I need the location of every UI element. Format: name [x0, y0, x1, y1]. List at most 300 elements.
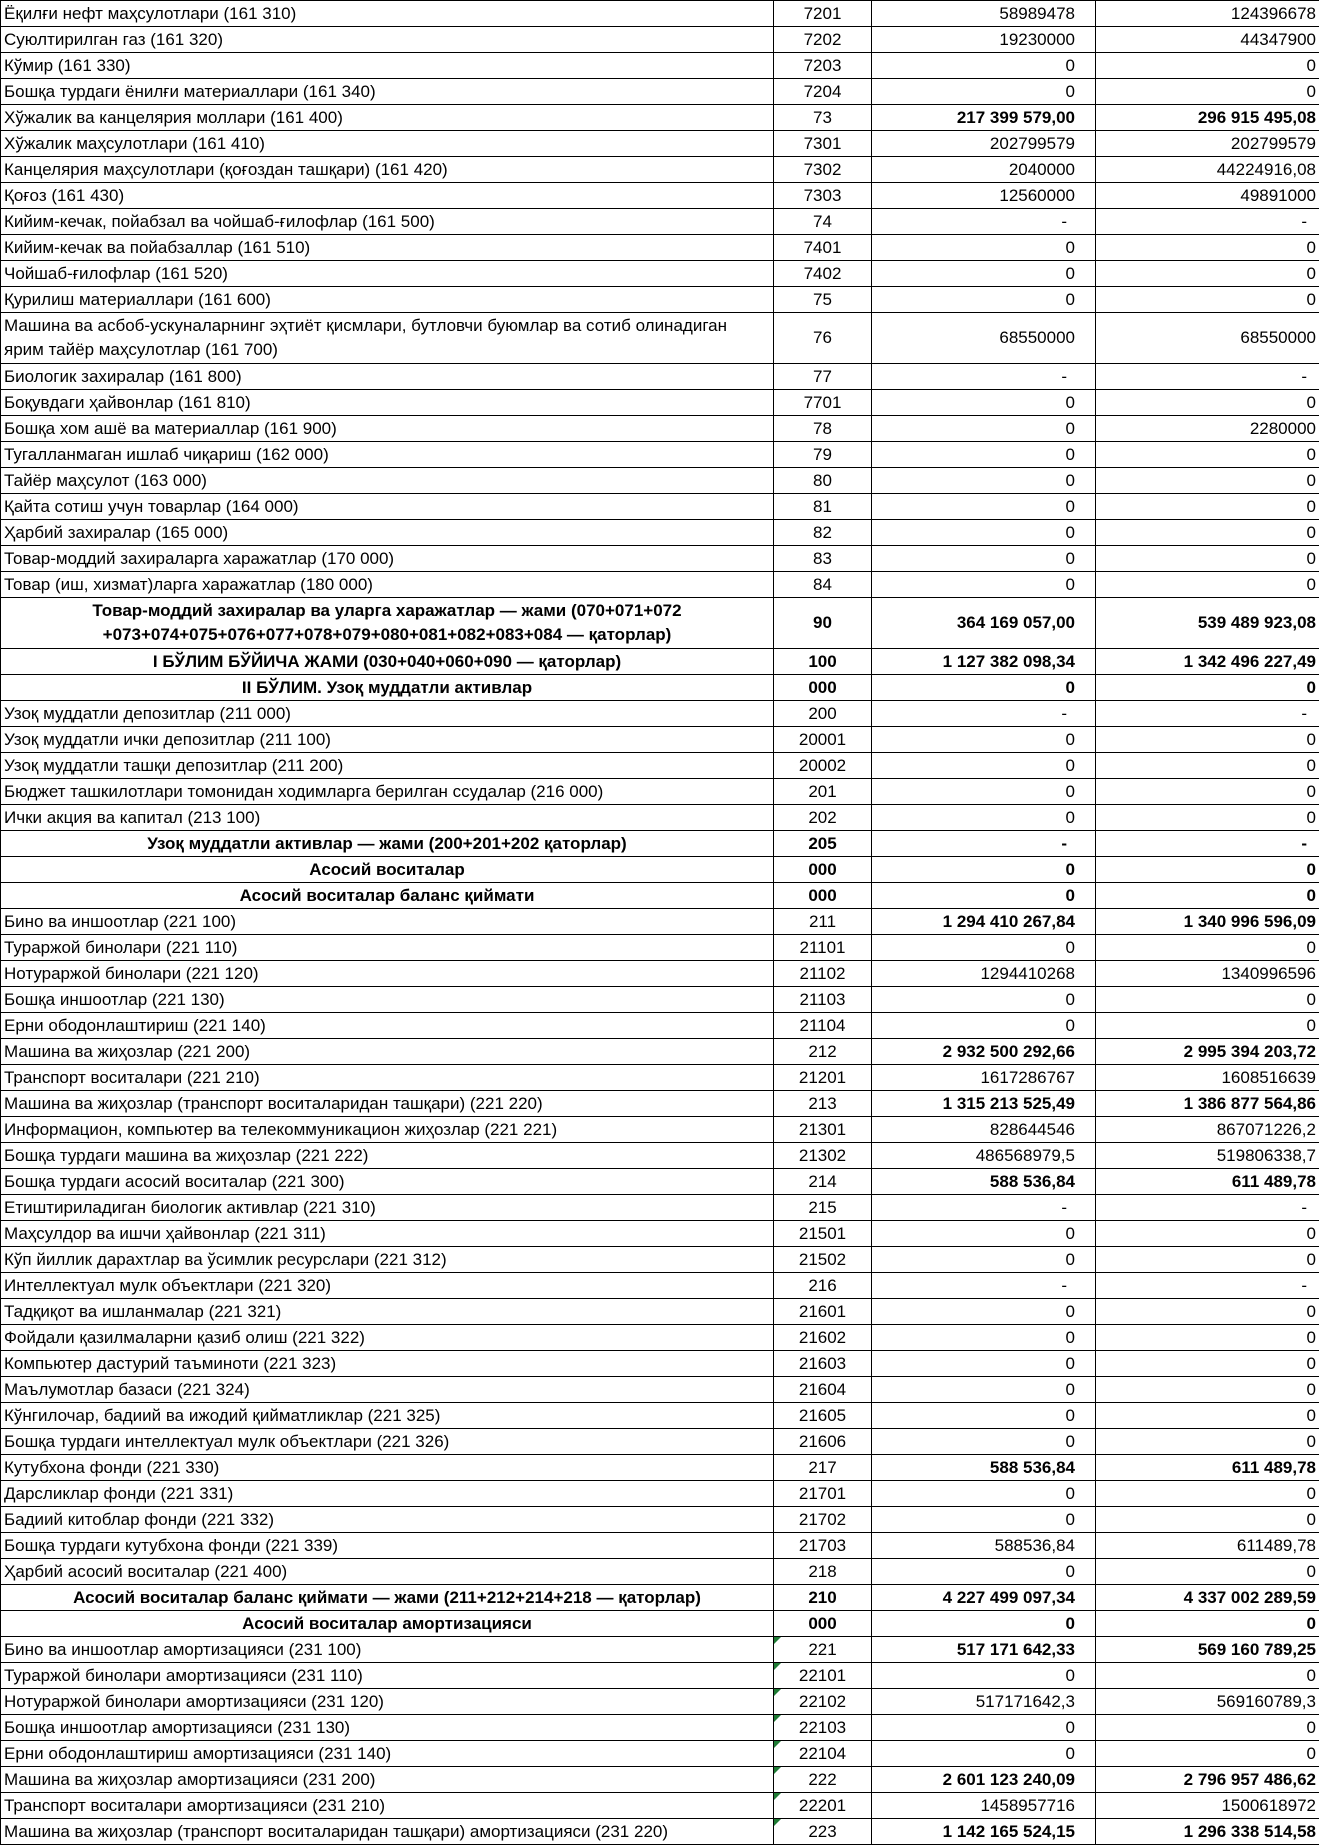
row-value-start-cell: 0	[872, 857, 1096, 883]
row-value-start-cell: 0	[872, 1429, 1096, 1455]
table-row	[1, 313, 1319, 364]
table-row	[1, 209, 1319, 235]
table-row	[1, 1429, 1319, 1455]
table-row	[1, 1273, 1319, 1299]
row-value-start-cell: 364 169 057,00	[872, 598, 1096, 649]
row-code-cell: 21501	[774, 1221, 872, 1247]
row-value-start-cell: -	[872, 831, 1096, 857]
row-value-start-cell: 2040000	[872, 157, 1096, 183]
table-row	[1, 1559, 1319, 1585]
table-row	[1, 1065, 1319, 1091]
row-name-cell: Маҳсулдор ва ишчи ҳайвонлар (221 311)	[1, 1221, 774, 1247]
row-name-cell: Кўмир (161 330)	[1, 53, 774, 79]
row-value-end-cell: 44347900	[1096, 27, 1319, 53]
row-name-cell: Узоқ муддатли депозитлар (211 000)	[1, 701, 774, 727]
row-code-cell: 21103	[774, 987, 872, 1013]
row-code-cell: 22104	[774, 1741, 872, 1767]
table-row	[1, 857, 1319, 883]
table-row	[1, 27, 1319, 53]
row-value-start-cell: 0	[872, 987, 1096, 1013]
table-row	[1, 494, 1319, 520]
table-row	[1, 572, 1319, 598]
table-row	[1, 1, 1319, 27]
row-code-cell: 213	[774, 1091, 872, 1117]
table-row	[1, 105, 1319, 131]
row-value-start-cell: -	[872, 209, 1096, 235]
row-name-cell: Маълумотлар базаси (221 324)	[1, 1377, 774, 1403]
row-name-cell: Узоқ муддатли активлар — жами (200+201+202 қаторлар)	[1, 831, 774, 857]
row-value-start-cell: 0	[872, 1663, 1096, 1689]
row-name-cell: Тугалланмаган ишлаб чиқариш (162 000)	[1, 442, 774, 468]
row-value-start-cell: 0	[872, 1377, 1096, 1403]
row-value-start-cell: 0	[872, 1403, 1096, 1429]
row-value-end-cell: 0	[1096, 287, 1319, 313]
row-name-cell: Канцелярия маҳсулотлари (қоғоздан ташқари) (161 420)	[1, 157, 774, 183]
row-value-start-cell: 1 294 410 267,84	[872, 909, 1096, 935]
row-code-cell: 000	[774, 883, 872, 909]
row-value-start-cell: 0	[872, 468, 1096, 494]
row-code-cell: 79	[774, 442, 872, 468]
row-code-cell: 80	[774, 468, 872, 494]
table-row	[1, 935, 1319, 961]
row-value-end-cell: 1 296 338 514,58	[1096, 1819, 1319, 1845]
row-name-cell: Биологик захиралар (161 800)	[1, 364, 774, 390]
row-value-start-cell: 0	[872, 1221, 1096, 1247]
row-name-cell: Кийим-кечак, пойабзал ва чойшаб-ғилофлар (161 500)	[1, 209, 774, 235]
row-code-cell: 000	[774, 857, 872, 883]
row-code-cell: 21104	[774, 1013, 872, 1039]
row-value-end-cell: 0	[1096, 79, 1319, 105]
row-value-start-cell: 0	[872, 416, 1096, 442]
row-name-cell: Информацион, компьютер ва телекоммуникацион жиҳозлар (221 221)	[1, 1117, 774, 1143]
row-value-end-cell: 0	[1096, 1013, 1319, 1039]
row-code-cell: 21606	[774, 1429, 872, 1455]
table-row	[1, 1741, 1319, 1767]
row-name-cell: Нотураржой бинолари амортизацияси (231 120)	[1, 1689, 774, 1715]
row-value-end-cell: 0	[1096, 1559, 1319, 1585]
row-value-start-cell: 0	[872, 675, 1096, 701]
table-row	[1, 1195, 1319, 1221]
row-value-start-cell: 0	[872, 572, 1096, 598]
row-code-cell: 82	[774, 520, 872, 546]
row-code-cell: 212	[774, 1039, 872, 1065]
row-name-cell: Асосий воситалар баланс қиймати	[1, 883, 774, 909]
row-value-end-cell: 1340996596	[1096, 961, 1319, 987]
row-code-cell: 20002	[774, 753, 872, 779]
row-value-end-cell: 0	[1096, 1351, 1319, 1377]
row-code-cell: 20001	[774, 727, 872, 753]
row-code-cell: 211	[774, 909, 872, 935]
row-value-start-cell: 0	[872, 883, 1096, 909]
table-row	[1, 79, 1319, 105]
row-code-cell: 21201	[774, 1065, 872, 1091]
row-code-cell: 73	[774, 105, 872, 131]
row-value-start-cell: 0	[872, 1351, 1096, 1377]
row-code-cell: 81	[774, 494, 872, 520]
row-name-cell: Товар (иш, хизмат)ларга харажатлар (180 000)	[1, 572, 774, 598]
row-code-cell: 7701	[774, 390, 872, 416]
table-row	[1, 183, 1319, 209]
row-name-cell: Суюлтирилган газ (161 320)	[1, 27, 774, 53]
row-name-cell: Асосий воситалар баланс қиймати — жами (211+212+214+218 — қаторлар)	[1, 1585, 774, 1611]
row-value-start-cell: 0	[872, 287, 1096, 313]
row-value-end-cell: 0	[1096, 546, 1319, 572]
table-row	[1, 1455, 1319, 1481]
table-row	[1, 261, 1319, 287]
table-row	[1, 1689, 1319, 1715]
row-value-end-cell: 0	[1096, 1221, 1319, 1247]
row-code-cell: 7402	[774, 261, 872, 287]
row-name-cell: Боқувдаги ҳайвонлар (161 810)	[1, 390, 774, 416]
row-value-end-cell: 124396678	[1096, 1, 1319, 27]
row-code-cell: 215	[774, 1195, 872, 1221]
table-row	[1, 1767, 1319, 1793]
row-code-cell: 21703	[774, 1533, 872, 1559]
table-row	[1, 1377, 1319, 1403]
row-name-cell: Чойшаб-ғилофлар (161 520)	[1, 261, 774, 287]
row-name-cell: Товар-моддий захираларга харажатлар (170 000)	[1, 546, 774, 572]
row-value-end-cell: 0	[1096, 805, 1319, 831]
row-code-cell: 7401	[774, 235, 872, 261]
row-value-start-cell: 0	[872, 546, 1096, 572]
row-name-cell: Ерни ободонлаштириш амортизацияси (231 140)	[1, 1741, 774, 1767]
table-row	[1, 1637, 1319, 1663]
row-value-end-cell: 0	[1096, 1507, 1319, 1533]
table-row	[1, 909, 1319, 935]
row-value-end-cell: 49891000	[1096, 183, 1319, 209]
row-code-cell: 84	[774, 572, 872, 598]
row-value-start-cell: -	[872, 701, 1096, 727]
row-value-start-cell: 1294410268	[872, 961, 1096, 987]
row-code-cell: 76	[774, 313, 872, 364]
row-code-cell: 7202	[774, 27, 872, 53]
row-value-start-cell: 0	[872, 520, 1096, 546]
row-code-cell: 75	[774, 287, 872, 313]
row-value-end-cell: -	[1096, 209, 1319, 235]
row-value-end-cell: 0	[1096, 1247, 1319, 1273]
table-row	[1, 701, 1319, 727]
row-name-cell: Асосий воситалар амортизацияси	[1, 1611, 774, 1637]
row-value-start-cell: -	[872, 1195, 1096, 1221]
row-value-start-cell: 0	[872, 727, 1096, 753]
row-code-cell: 21601	[774, 1299, 872, 1325]
row-name-cell: Узоқ муддатли ички депозитлар (211 100)	[1, 727, 774, 753]
table-row	[1, 1039, 1319, 1065]
table-row	[1, 987, 1319, 1013]
row-name-cell: Бошқа турдаги кутубхона фонди (221 339)	[1, 1533, 774, 1559]
table-row	[1, 1143, 1319, 1169]
row-name-cell: Кўп йиллик дарахтлар ва ўсимлик ресурслари (221 312)	[1, 1247, 774, 1273]
table-row	[1, 598, 1319, 649]
row-value-end-cell: -	[1096, 831, 1319, 857]
row-value-end-cell: 0	[1096, 1403, 1319, 1429]
row-value-end-cell: -	[1096, 364, 1319, 390]
table-row	[1, 1611, 1319, 1637]
table-row	[1, 546, 1319, 572]
row-name-cell: Кийим-кечак ва пойабзаллар (161 510)	[1, 235, 774, 261]
row-code-cell: 78	[774, 416, 872, 442]
row-value-start-cell: 588 536,84	[872, 1169, 1096, 1195]
row-code-cell: 21101	[774, 935, 872, 961]
row-code-cell: 21604	[774, 1377, 872, 1403]
table-row	[1, 779, 1319, 805]
row-value-start-cell: 1617286767	[872, 1065, 1096, 1091]
row-value-end-cell: -	[1096, 1273, 1319, 1299]
row-code-cell: 21301	[774, 1117, 872, 1143]
row-code-cell: 21702	[774, 1507, 872, 1533]
table-row	[1, 961, 1319, 987]
row-name-cell: Тураржой бинолари амортизацияси (231 110)	[1, 1663, 774, 1689]
table-row	[1, 1169, 1319, 1195]
table-row	[1, 1091, 1319, 1117]
row-code-cell: 221	[774, 1637, 872, 1663]
row-name-cell: I БЎЛИМ БЎЙИЧА ЖАМИ (030+040+060+090 — қаторлар)	[1, 649, 774, 675]
row-value-start-cell: 517171642,3	[872, 1689, 1096, 1715]
row-value-start-cell: 486568979,5	[872, 1143, 1096, 1169]
row-value-end-cell: 0	[1096, 1325, 1319, 1351]
row-value-start-cell: 1 315 213 525,49	[872, 1091, 1096, 1117]
row-value-start-cell: 0	[872, 1559, 1096, 1585]
row-value-start-cell: 0	[872, 1325, 1096, 1351]
row-name-cell: Хўжалик ва канцелярия моллари (161 400)	[1, 105, 774, 131]
row-value-end-cell: 0	[1096, 572, 1319, 598]
row-value-end-cell: 2 995 394 203,72	[1096, 1039, 1319, 1065]
row-code-cell: 223	[774, 1819, 872, 1845]
row-code-cell: 214	[774, 1169, 872, 1195]
row-value-start-cell: 0	[872, 1481, 1096, 1507]
row-name-cell: Қайта сотиш учун товарлар (164 000)	[1, 494, 774, 520]
row-value-start-cell: 0	[872, 805, 1096, 831]
row-value-start-cell: 0	[872, 1013, 1096, 1039]
row-value-end-cell: 0	[1096, 442, 1319, 468]
row-value-end-cell: 0	[1096, 468, 1319, 494]
row-code-cell: 22102	[774, 1689, 872, 1715]
row-value-start-cell: 58989478	[872, 1, 1096, 27]
row-value-end-cell: 569160789,3	[1096, 1689, 1319, 1715]
row-value-end-cell: 569 160 789,25	[1096, 1637, 1319, 1663]
row-value-end-cell: 0	[1096, 727, 1319, 753]
row-value-start-cell: 4 227 499 097,34	[872, 1585, 1096, 1611]
row-name-cell: Машина ва жиҳозлар (221 200)	[1, 1039, 774, 1065]
row-code-cell: 222	[774, 1767, 872, 1793]
row-value-end-cell: 0	[1096, 1715, 1319, 1741]
table-row	[1, 442, 1319, 468]
row-code-cell: 21302	[774, 1143, 872, 1169]
row-code-cell: 201	[774, 779, 872, 805]
table-row	[1, 1351, 1319, 1377]
row-value-start-cell: 0	[872, 53, 1096, 79]
table-row	[1, 53, 1319, 79]
row-value-end-cell: 0	[1096, 1663, 1319, 1689]
row-value-end-cell: 611489,78	[1096, 1533, 1319, 1559]
row-name-cell: Бошқа хом ашё ва материаллар (161 900)	[1, 416, 774, 442]
row-value-end-cell: 1 342 496 227,49	[1096, 649, 1319, 675]
row-value-start-cell: 0	[872, 442, 1096, 468]
row-value-end-cell: 0	[1096, 935, 1319, 961]
row-name-cell: Фойдали қазилмаларни қазиб олиш (221 322)	[1, 1325, 774, 1351]
row-name-cell: Бошқа турдаги машина ва жиҳозлар (221 222)	[1, 1143, 774, 1169]
row-name-cell: Нотураржой бинолари (221 120)	[1, 961, 774, 987]
row-value-start-cell: 19230000	[872, 27, 1096, 53]
row-value-end-cell: 2280000	[1096, 416, 1319, 442]
row-name-cell: Бошқа турдаги асосий воситалар (221 300)	[1, 1169, 774, 1195]
row-code-cell: 218	[774, 1559, 872, 1585]
row-name-cell: Машина ва асбоб-ускуналарнинг эҳтиёт қисмлари, бутловчи буюмлар ва сотиб олинадиган ярим тайёр маҳсулотлар (161 700)	[1, 313, 774, 364]
row-code-cell: 77	[774, 364, 872, 390]
row-code-cell: 21502	[774, 1247, 872, 1273]
row-value-start-cell: 1458957716	[872, 1793, 1096, 1819]
row-code-cell: 74	[774, 209, 872, 235]
row-code-cell: 210	[774, 1585, 872, 1611]
row-value-end-cell: 519806338,7	[1096, 1143, 1319, 1169]
row-name-cell: Бино ва иншоотлар амортизацияси (231 100)	[1, 1637, 774, 1663]
row-value-start-cell: 0	[872, 1741, 1096, 1767]
table-row	[1, 1247, 1319, 1273]
row-code-cell: 7204	[774, 79, 872, 105]
table-row	[1, 883, 1319, 909]
row-code-cell: 22101	[774, 1663, 872, 1689]
row-value-end-cell: 611 489,78	[1096, 1169, 1319, 1195]
row-value-end-cell: 0	[1096, 1611, 1319, 1637]
row-value-start-cell: 0	[872, 390, 1096, 416]
table-row	[1, 1793, 1319, 1819]
row-code-cell: 22103	[774, 1715, 872, 1741]
row-name-cell: Транспорт воситалари (221 210)	[1, 1065, 774, 1091]
row-value-end-cell: -	[1096, 701, 1319, 727]
table-row	[1, 1481, 1319, 1507]
row-value-start-cell: 202799579	[872, 131, 1096, 157]
row-value-start-cell: -	[872, 1273, 1096, 1299]
table-row	[1, 1013, 1319, 1039]
table-row	[1, 235, 1319, 261]
row-value-end-cell: 0	[1096, 1429, 1319, 1455]
row-name-cell: Хўжалик маҳсулотлари (161 410)	[1, 131, 774, 157]
table-row	[1, 416, 1319, 442]
table-row	[1, 520, 1319, 546]
row-name-cell: Тураржой бинолари (221 110)	[1, 935, 774, 961]
row-value-start-cell: 588 536,84	[872, 1455, 1096, 1481]
row-code-cell: 7203	[774, 53, 872, 79]
row-value-start-cell: 217 399 579,00	[872, 105, 1096, 131]
row-name-cell: Машина ва жиҳозлар (транспорт воситаларидан ташқари) амортизацияси (231 220)	[1, 1819, 774, 1845]
row-value-end-cell: 0	[1096, 261, 1319, 287]
row-code-cell: 100	[774, 649, 872, 675]
row-name-cell: Бино ва иншоотлар (221 100)	[1, 909, 774, 935]
row-code-cell: 7301	[774, 131, 872, 157]
row-name-cell: Компьютер дастурий таъминоти (221 323)	[1, 1351, 774, 1377]
row-value-start-cell: 828644546	[872, 1117, 1096, 1143]
table-row	[1, 727, 1319, 753]
table-row	[1, 364, 1319, 390]
table-row	[1, 1507, 1319, 1533]
row-name-cell: Бошқа турдаги ёнилғи материаллари (161 340)	[1, 79, 774, 105]
row-value-start-cell: 0	[872, 1715, 1096, 1741]
row-name-cell: Тадқиқот ва ишланмалар (221 321)	[1, 1299, 774, 1325]
row-value-end-cell: 0	[1096, 857, 1319, 883]
row-value-start-cell: 2 932 500 292,66	[872, 1039, 1096, 1065]
row-value-start-cell: 517 171 642,33	[872, 1637, 1096, 1663]
row-name-cell: Бошқа иншоотлар (221 130)	[1, 987, 774, 1013]
row-value-end-cell: 0	[1096, 1299, 1319, 1325]
row-code-cell: 21701	[774, 1481, 872, 1507]
table-row	[1, 1299, 1319, 1325]
row-name-cell: Товар-моддий захиралар ва уларга харажатлар — жами (070+071+072 +073+074+075+076+077+078+079+080+081+082+083+084 — қаторлар)	[1, 598, 774, 649]
row-code-cell: 000	[774, 675, 872, 701]
row-value-start-cell: -	[872, 364, 1096, 390]
row-value-end-cell: 202799579	[1096, 131, 1319, 157]
row-value-start-cell: 0	[872, 79, 1096, 105]
row-code-cell: 217	[774, 1455, 872, 1481]
row-name-cell: Бошқа иншоотлар амортизацияси (231 130)	[1, 1715, 774, 1741]
row-code-cell: 216	[774, 1273, 872, 1299]
row-code-cell: 7201	[774, 1, 872, 27]
row-name-cell: Тайёр маҳсулот (163 000)	[1, 468, 774, 494]
row-value-end-cell: 1 386 877 564,86	[1096, 1091, 1319, 1117]
row-value-start-cell: 0	[872, 935, 1096, 961]
row-value-start-cell: 0	[872, 1299, 1096, 1325]
table-row	[1, 287, 1319, 313]
row-code-cell: 22201	[774, 1793, 872, 1819]
table-row	[1, 1117, 1319, 1143]
row-value-end-cell: 0	[1096, 675, 1319, 701]
row-name-cell: Етиштириладиган биологик активлар (221 310)	[1, 1195, 774, 1221]
row-name-cell: Интеллектуал мулк объектлари (221 320)	[1, 1273, 774, 1299]
row-code-cell: 000	[774, 1611, 872, 1637]
row-name-cell: Қурилиш материаллари (161 600)	[1, 287, 774, 313]
row-value-end-cell: 44224916,08	[1096, 157, 1319, 183]
row-code-cell: 21603	[774, 1351, 872, 1377]
table-row	[1, 1533, 1319, 1559]
row-value-end-cell: 4 337 002 289,59	[1096, 1585, 1319, 1611]
row-value-start-cell: 2 601 123 240,09	[872, 1767, 1096, 1793]
row-name-cell: Ҳарбий асосий воситалар (221 400)	[1, 1559, 774, 1585]
row-value-end-cell: 0	[1096, 987, 1319, 1013]
row-value-end-cell: 0	[1096, 53, 1319, 79]
table-row	[1, 131, 1319, 157]
row-value-start-cell: 0	[872, 1507, 1096, 1533]
table-row	[1, 1819, 1319, 1845]
row-value-start-cell: 0	[872, 1247, 1096, 1273]
row-value-start-cell: 0	[872, 494, 1096, 520]
row-value-start-cell: 1 142 165 524,15	[872, 1819, 1096, 1845]
table-row	[1, 805, 1319, 831]
row-value-end-cell: 0	[1096, 1377, 1319, 1403]
row-name-cell: Дарсликлар фонди (221 331)	[1, 1481, 774, 1507]
row-name-cell: Транспорт воситалари амортизацияси (231 210)	[1, 1793, 774, 1819]
row-name-cell: Ёқилғи нефт маҳсулотлари (161 310)	[1, 1, 774, 27]
row-value-end-cell: 611 489,78	[1096, 1455, 1319, 1481]
row-value-end-cell: 0	[1096, 1741, 1319, 1767]
row-name-cell: Бюджет ташкилотлари томонидан ходимларга берилган ссудалар (216 000)	[1, 779, 774, 805]
table-row	[1, 1403, 1319, 1429]
table-row	[1, 1715, 1319, 1741]
row-value-end-cell: 0	[1096, 1481, 1319, 1507]
row-value-end-cell: 867071226,2	[1096, 1117, 1319, 1143]
row-code-cell: 200	[774, 701, 872, 727]
row-name-cell: Қоғоз (161 430)	[1, 183, 774, 209]
row-name-cell: Ҳарбий захиралар (165 000)	[1, 520, 774, 546]
row-value-end-cell: 539 489 923,08	[1096, 598, 1319, 649]
row-value-start-cell: 0	[872, 1611, 1096, 1637]
row-name-cell: Машина ва жиҳозлар (транспорт воситаларидан ташқари) (221 220)	[1, 1091, 774, 1117]
table-row	[1, 675, 1319, 701]
row-value-end-cell: 0	[1096, 883, 1319, 909]
row-value-end-cell: 0	[1096, 520, 1319, 546]
table-row	[1, 649, 1319, 675]
table-row	[1, 1663, 1319, 1689]
row-code-cell: 21605	[774, 1403, 872, 1429]
row-name-cell: Машина ва жиҳозлар амортизацияси (231 200)	[1, 1767, 774, 1793]
